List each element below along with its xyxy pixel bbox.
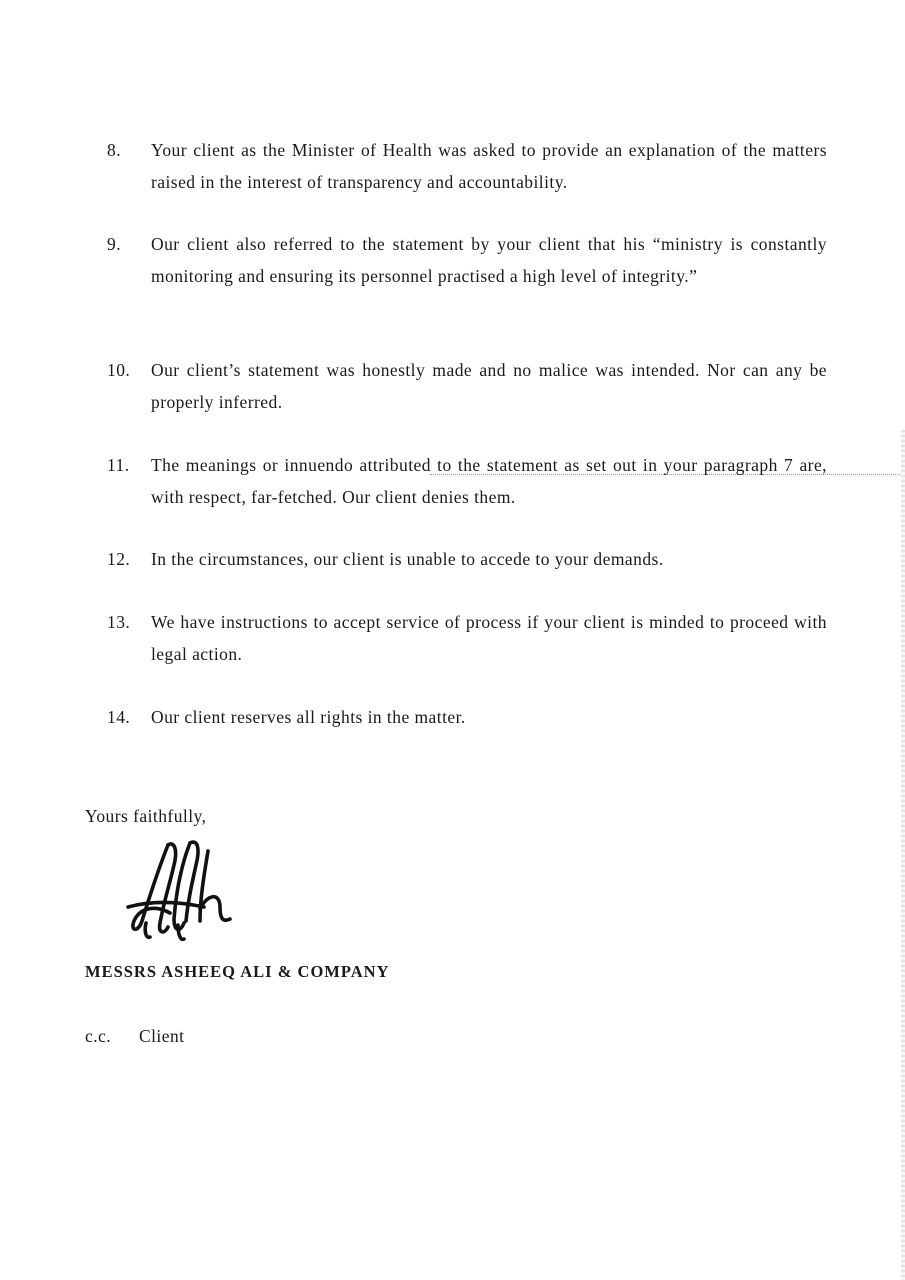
paragraph-number: 11.	[107, 455, 130, 475]
paragraph-text: In the circumstances, our client is unable to accede to your demands.	[151, 549, 664, 569]
paragraph-number: 10.	[107, 360, 131, 380]
paragraph-8	[107, 134, 827, 198]
paragraph-text: Your client as the Minister of Health was asked to provide an explanation of the matters raised in the interest of transparency and accountability.	[151, 140, 827, 192]
paragraph-14	[107, 701, 827, 733]
paragraph-text: Our client reserves all rights in the matter.	[151, 707, 466, 727]
paragraph-13	[107, 606, 827, 670]
cc-label: c.c.	[85, 1026, 112, 1046]
cc-recipient: Client	[139, 1026, 185, 1046]
paragraph-10	[107, 354, 827, 418]
paragraph-9	[107, 228, 827, 292]
paragraph-number: 13.	[107, 612, 131, 632]
paragraph-text: Our client’s statement was honestly made and no malice was intended. Nor can any be properly inferred.	[151, 360, 827, 412]
handwritten-signature	[120, 835, 245, 945]
paragraph-text: The meanings or innuendo attributed to the statement as set out in your paragraph 7 are, with respect, far-fetched. Our client denies them.	[151, 455, 827, 507]
paragraph-text: We have instructions to accept service of process if your client is minded to proceed with legal action.	[151, 612, 827, 664]
paragraph-number: 12.	[107, 549, 131, 569]
paragraph-text: Our client also referred to the statement by your client that his “ministry is constantly monitoring and ensuring its personnel practised a high level of integrity.”	[151, 234, 827, 286]
paragraph-number: 14.	[107, 707, 131, 727]
closing-salutation: Yours faithfully,	[85, 806, 207, 826]
paragraph-11	[107, 449, 827, 513]
paragraph-12	[107, 543, 827, 575]
paragraph-number: 9.	[107, 234, 122, 254]
paragraph-number: 8.	[107, 140, 122, 160]
firm-name: MESSRS ASHEEQ ALI & COMPANY	[85, 962, 390, 981]
scan-artifact-edge	[901, 430, 905, 1280]
carbon-copy	[85, 1026, 184, 1047]
